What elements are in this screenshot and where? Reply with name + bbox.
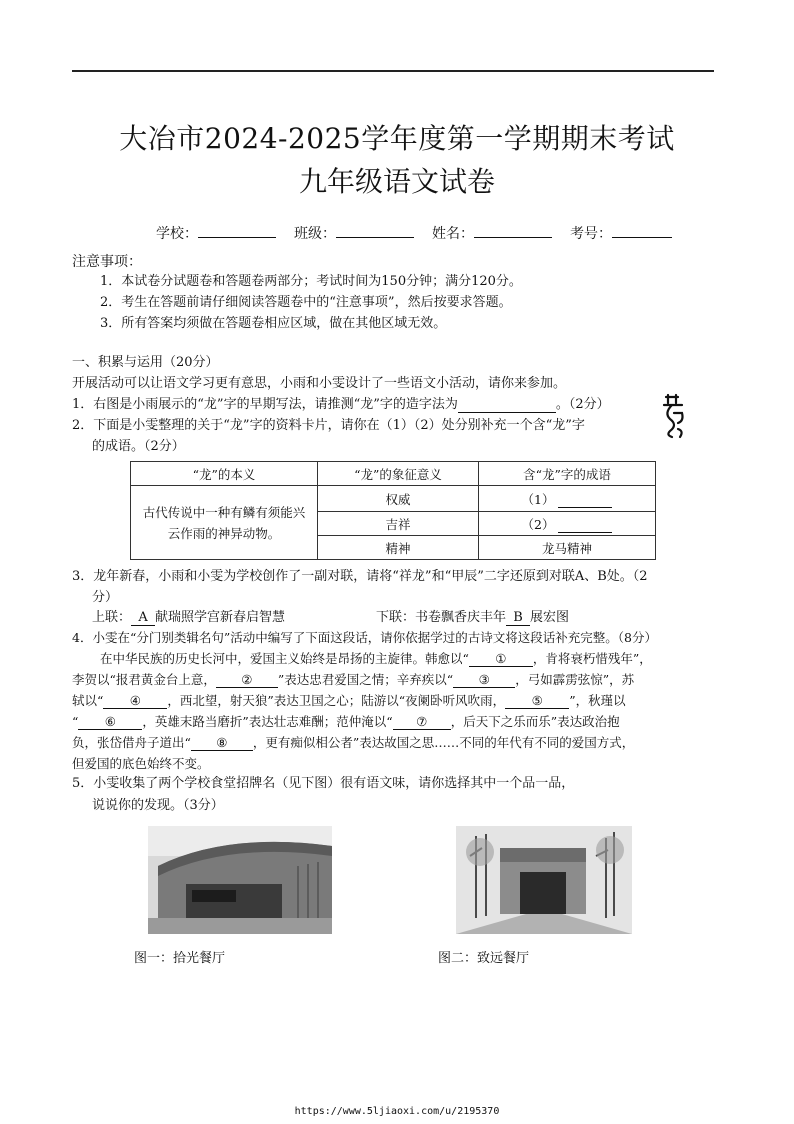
card-meaning-cell: 古代传说中一种有鳞有须能兴云作雨的神异动物。 (131, 486, 318, 560)
notice-item-2: 2．考生在答题前请仔细阅读答题卷中的“注意事项”，然后按要求答题。 (100, 295, 512, 310)
blank-1[interactable]: ① (469, 651, 533, 667)
class-label: 班级： (294, 226, 336, 242)
exam-subtitle: 九年级语文试卷 (298, 165, 495, 198)
couplet-lower-end: 展宏图 (530, 610, 570, 625)
q4-text: 轼以“ (72, 693, 104, 708)
idiom-2-blank[interactable] (558, 517, 612, 533)
exam-no-blank[interactable] (612, 223, 672, 238)
q4-text: 负，张岱借舟子道出“ (72, 735, 191, 750)
question-2-line1: 2．下面是小雯整理的关于“龙”字的资料卡片，请你在（1）（2）处分别补充一个含“龙”字 (72, 418, 585, 433)
blank-2[interactable]: ② (216, 672, 278, 688)
blank-4[interactable]: ④ (103, 693, 167, 709)
card-idiom-1-label: （1） (521, 491, 555, 507)
student-info-row (156, 223, 672, 243)
question-5-line1: 5．小雯收集了两个学校食堂招牌名（见下图）很有语文味，请你选择其中一个品一品， (72, 776, 575, 791)
figure-2-caption: 图二：致远餐厅 (438, 951, 530, 966)
question-5-line2: 说说你的发现。（3分） (92, 798, 224, 813)
shiguang-restaurant-photo (148, 826, 332, 934)
question-3-line2: 分） (92, 590, 119, 605)
card-header-symbol: “龙”的象征意义 (318, 462, 479, 486)
name-blank[interactable] (474, 223, 552, 238)
footer-url[interactable]: https://www.5ljiaoxi.com/u/2195370 (294, 1106, 500, 1117)
q1-points: 。（2分） (555, 397, 610, 412)
card-header-meaning: “龙”的本义 (131, 462, 318, 486)
card-idiom-2 (479, 512, 656, 536)
card-symbol-2: 吉祥 (318, 512, 479, 536)
zhiyuan-restaurant-photo (456, 826, 632, 934)
class-blank[interactable] (336, 223, 414, 238)
blank-7[interactable]: ⑦ (393, 714, 451, 730)
section-heading: 一、积累与运用（20分） (72, 355, 219, 370)
question-2-line2: 的成语。（2分） (92, 439, 185, 454)
q4-text: “ (72, 714, 79, 729)
name-label: 姓名： (432, 226, 474, 242)
q4-paragraph-line3 (72, 690, 626, 711)
top-rule (72, 70, 714, 72)
couplet-upper-text: 献瑞照学宫新春启智慧 (155, 610, 286, 625)
card-symbol-3: 精神 (318, 536, 479, 560)
question-1 (72, 394, 610, 416)
q4-text: ，更有痴似相公者”表达故国之思……不同的年代有不同的爱国方式， (252, 735, 635, 750)
q4-text: ，肯将衰朽惜残年”， (532, 651, 652, 666)
question-3-line1: 3．龙年新春，小雨和小雯为学校创作了一副对联，请将“祥龙”和“甲辰”二字还原到对联A、B处。（2 (72, 569, 648, 584)
q4-text: ，弓如霹雳弦惊”，苏 (515, 672, 635, 687)
couplet-blank-b[interactable]: B (506, 610, 530, 626)
q4-text: ，英雄末路当磨折”表达壮志难酬；范仲淹以“ (142, 714, 393, 729)
couplet-upper-label: 上联： (92, 610, 132, 625)
notice-heading: 注意事项： (72, 254, 142, 270)
q4-text: ”表达忠君爱国之情；辛弃疾以“ (277, 672, 454, 687)
q4-text: 在中华民族的历史长河中，爱国主义始终是昂扬的主旋律。韩愈以“ (100, 651, 469, 666)
blank-8[interactable]: ⑧ (191, 735, 253, 751)
couplet-lower (376, 607, 569, 629)
q4-paragraph-line2 (72, 669, 634, 690)
q4-text: ”，秋瑾以 (569, 693, 626, 708)
couplet-lower-text: 下联：书卷飘香庆丰年 (376, 610, 507, 625)
q1-answer-blank[interactable] (458, 397, 556, 413)
school-label: 学校： (156, 226, 198, 242)
q4-paragraph-line4 (72, 711, 620, 732)
blank-3[interactable]: ③ (453, 672, 515, 688)
question-4-line1: 4．小雯在“分门别类辑名句”活动中编写了下面这段话，请你依据学过的古诗文将这段话补充完整。（8分） (72, 630, 657, 645)
couplet-upper (92, 607, 285, 629)
blank-6[interactable]: ⑥ (78, 714, 142, 730)
q4-paragraph-line1 (100, 648, 652, 669)
q4-paragraph-line6: 但爱国的底色始终不变。 (72, 756, 210, 771)
card-symbol-1: 权威 (318, 486, 479, 512)
couplet-blank-a[interactable]: A (131, 610, 155, 626)
card-idiom-1 (479, 486, 656, 512)
q4-text: 李贺以“报君黄金台上意， (72, 672, 216, 687)
school-blank[interactable] (198, 223, 276, 238)
exam-no-label: 考号： (570, 226, 612, 242)
dragon-info-card (130, 461, 656, 560)
q4-text: ，西北望，射天狼”表达卫国之心；陆游以“夜阑卧听风吹雨， (167, 693, 506, 708)
card-header-idiom: 含“龙”字的成语 (479, 462, 656, 486)
q1-text: 1．右图是小雨展示的“龙”字的早期写法，请推测“龙”字的造字法为 (72, 397, 458, 412)
exam-title: 大冶市2024-2025学年度第一学期期末考试 (119, 122, 675, 155)
q4-paragraph-line5 (72, 732, 634, 753)
figure-1-caption: 图一：拾光餐厅 (134, 951, 226, 966)
dragon-ancient-character-icon (660, 391, 686, 441)
idiom-1-blank[interactable] (558, 492, 612, 508)
notice-item-1: 1．本试卷分试题卷和答题卷两部分；考试时间为150分钟；满分120分。 (100, 274, 522, 289)
q4-text: ，后天下之乐而乐”表达政治抱 (450, 714, 620, 729)
card-idiom-2-label: （2） (521, 516, 555, 532)
notice-item-3: 3．所有答案均须做在答题卷相应区域，做在其他区域无效。 (100, 316, 447, 331)
blank-5[interactable]: ⑤ (505, 693, 569, 709)
card-idiom-3: 龙马精神 (479, 536, 656, 560)
section-intro: 开展活动可以让语文学习更有意思，小雨和小雯设计了一些语文小活动，请你来参加。 (72, 376, 567, 391)
